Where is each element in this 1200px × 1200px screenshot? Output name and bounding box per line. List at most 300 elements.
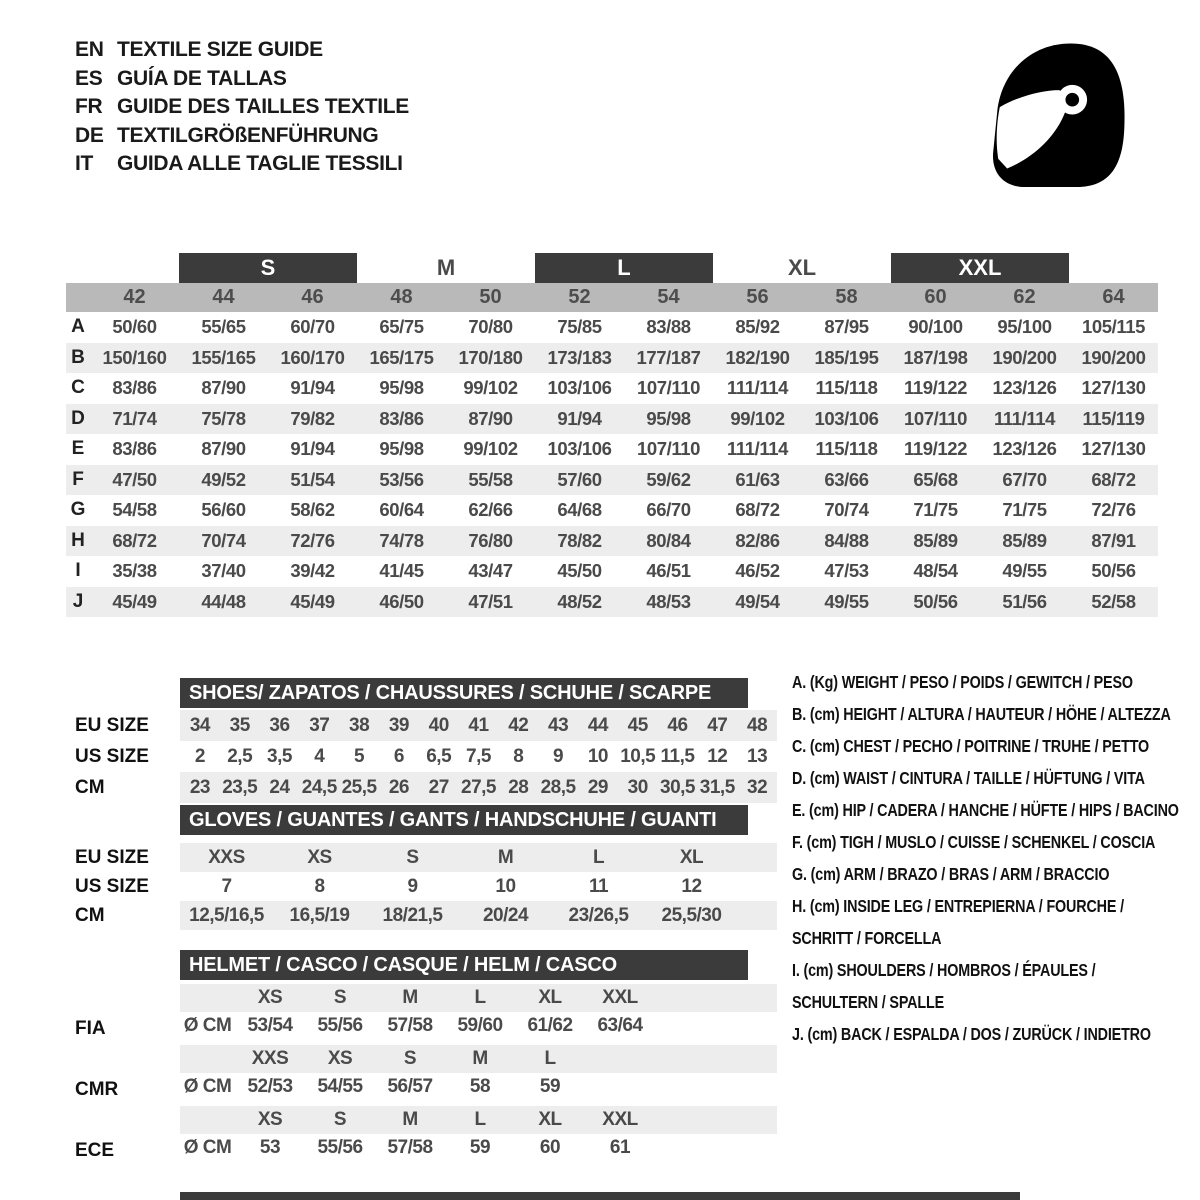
size-cell: 43/47 <box>468 560 513 582</box>
size-cell: 45/49 <box>290 590 335 612</box>
shoes-rows <box>180 710 777 803</box>
table-row <box>180 741 777 772</box>
row-label: CM <box>75 776 105 798</box>
size-cell: 3,5 <box>267 745 292 767</box>
standard-block <box>180 1045 777 1101</box>
language-header <box>75 36 409 179</box>
size-cell: XL <box>679 846 704 868</box>
column-header: 42 <box>123 286 146 308</box>
size-cell: 68/72 <box>735 499 780 521</box>
sizes-band <box>180 984 777 1012</box>
size-cell: 103/106 <box>547 438 612 460</box>
size-cell: 91/94 <box>557 407 602 429</box>
size-cell: 119/122 <box>903 438 968 460</box>
size-cell: 55/56 <box>317 1015 363 1036</box>
size-cell: 12 <box>707 745 728 767</box>
size-cell: 10,5 <box>620 745 656 767</box>
size-cell: 105/115 <box>1081 316 1146 338</box>
language-title: GUIDE DES TAILLES TEXTILE <box>117 95 409 118</box>
unit-cell: Ø CM <box>183 1015 232 1036</box>
size-cell: 41 <box>468 714 489 736</box>
size-cell: 9 <box>553 745 564 767</box>
size-cell: 56/60 <box>201 499 246 521</box>
size-cell: 28 <box>508 776 529 798</box>
size-group-label: L <box>535 253 713 283</box>
column-header: 64 <box>1102 286 1125 308</box>
size-cell: 74/78 <box>379 529 424 551</box>
row-label: D <box>71 407 85 429</box>
size-cell: 127/130 <box>1081 377 1146 399</box>
size-cell: 87/95 <box>824 316 869 338</box>
size-cell: 72/76 <box>1091 499 1136 521</box>
size-cell: 40 <box>428 714 449 736</box>
size-cell: 12,5/16,5 <box>189 904 264 926</box>
size-cell: 6,5 <box>426 745 452 767</box>
size-cell: M <box>497 846 514 868</box>
size-cell: 85/89 <box>1002 529 1047 551</box>
measurement-rows <box>66 312 1158 617</box>
size-cell: 29 <box>587 776 608 798</box>
size-cell: 13 <box>747 745 768 767</box>
size-cell: 37/40 <box>201 560 246 582</box>
size-cell: 60 <box>539 1137 561 1158</box>
size-cell: 52/58 <box>1091 590 1136 612</box>
size-cell: 61/62 <box>527 1015 573 1036</box>
size-cell: 83/88 <box>646 316 691 338</box>
row-label: US SIZE <box>75 875 149 897</box>
helmet-standard-labels <box>75 984 118 1167</box>
measurement-legend <box>792 666 1184 1050</box>
size-cell: 83/86 <box>112 377 157 399</box>
legend-item: J. (cm) BACK / ESPALDA / DOS / ZURÜCK / INDIETRO <box>792 1024 1151 1044</box>
row-label: A <box>71 316 85 338</box>
size-cell: 55/65 <box>201 316 246 338</box>
size-cell: 47/53 <box>824 560 869 582</box>
row-label: EU SIZE <box>75 846 149 868</box>
size-cell: 57/58 <box>387 1015 433 1036</box>
size-cell: 49/55 <box>1002 560 1047 582</box>
size-header-cell: M <box>402 987 418 1008</box>
language-title: TEXTILGRÖßENFÜHRUNG <box>117 123 379 147</box>
size-cell: 95/98 <box>646 407 691 429</box>
language-title: TEXTILE SIZE GUIDE <box>117 38 323 61</box>
size-cell: 185/195 <box>814 346 879 368</box>
size-cell: 65/68 <box>913 468 958 490</box>
values-row <box>180 1012 777 1040</box>
table-row <box>180 901 777 930</box>
size-cell: 50/56 <box>1091 560 1136 582</box>
size-cell: 23,5 <box>222 776 258 798</box>
size-header-cell: L <box>544 1048 556 1069</box>
size-cell: 155/165 <box>191 346 256 368</box>
size-cell: L <box>592 846 605 868</box>
size-cell: 76/80 <box>468 529 513 551</box>
size-cell: 62/66 <box>468 499 513 521</box>
size-cell: 63/66 <box>824 468 869 490</box>
size-cell: 111/114 <box>993 407 1055 429</box>
table-row <box>180 772 777 803</box>
size-cell: 70/74 <box>201 529 246 551</box>
standard-label: ECE <box>75 1139 115 1161</box>
size-header-cell: XXS <box>251 1048 289 1069</box>
size-cell: 45/49 <box>112 590 157 612</box>
size-cell: 27 <box>428 776 449 798</box>
legend-item: G. (cm) ARM / BRAZO / BRAS / ARM / BRACCIO <box>792 864 1110 884</box>
size-cell: 165/175 <box>369 346 434 368</box>
size-cell: XS <box>307 846 332 868</box>
size-cell: 71/75 <box>913 499 958 521</box>
size-cell: 45/50 <box>557 560 602 582</box>
size-header-cell: S <box>333 1109 347 1130</box>
size-cell: 99/102 <box>463 438 518 460</box>
helmet-title-bar: HELMET / CASCO / CASQUE / HELM / CASCO <box>180 950 748 980</box>
size-cell: 95/100 <box>997 316 1052 338</box>
size-cell: 50/56 <box>913 590 958 612</box>
size-cell: 39 <box>388 714 409 736</box>
size-cell: 12 <box>681 875 702 897</box>
size-group-row <box>66 253 1158 283</box>
size-cell: 59/60 <box>457 1015 503 1036</box>
shoes-title-bar: SHOES/ ZAPATOS / CHAUSSURES / SCHUHE / SCARPE <box>180 678 748 708</box>
size-cell: 54/55 <box>317 1076 363 1097</box>
size-cell: 182/190 <box>725 346 790 368</box>
language-code: FR <box>75 95 103 118</box>
size-cell: 57/60 <box>557 468 602 490</box>
size-cell: 99/102 <box>730 407 785 429</box>
size-cell: 7,5 <box>466 745 491 767</box>
size-cell: 63/64 <box>597 1015 643 1036</box>
size-header-cell: XS <box>257 1109 283 1130</box>
language-code: DE <box>75 123 104 147</box>
size-cell: 46/50 <box>379 590 424 612</box>
size-cell: 5 <box>354 745 365 767</box>
size-cell: 111/114 <box>726 438 788 460</box>
size-cell: 26 <box>388 776 409 798</box>
size-cell: 87/91 <box>1091 529 1136 551</box>
legend-item: B. (cm) HEIGHT / ALTURA / HAUTEUR / HÖHE / ALTEZZA <box>792 704 1171 724</box>
size-header-cell: L <box>474 1109 486 1130</box>
size-cell: 80/84 <box>646 529 691 551</box>
size-cell: 11,5 <box>660 745 695 767</box>
size-cell: 59 <box>469 1137 491 1158</box>
size-cell: 85/92 <box>735 316 780 338</box>
measurement-row <box>66 373 1158 404</box>
size-cell: 83/86 <box>112 438 157 460</box>
size-cell: 9 <box>407 875 418 897</box>
column-header: 56 <box>746 286 769 308</box>
row-label: G <box>70 499 86 521</box>
size-cell: 23 <box>189 776 210 798</box>
row-label: F <box>72 468 84 490</box>
gloves-row-labels <box>75 843 149 930</box>
size-header-cell: XXL <box>602 1109 638 1130</box>
size-cell: 50/60 <box>112 316 157 338</box>
size-cell: 60/70 <box>290 316 335 338</box>
size-cell: 150/160 <box>102 346 167 368</box>
size-cell: 27,5 <box>461 776 496 798</box>
size-cell: 6 <box>393 745 404 767</box>
size-cell: 190/200 <box>1081 346 1146 368</box>
language-title: GUIDA ALLE TAGLIE TESSILI <box>117 152 403 175</box>
column-header: 48 <box>390 286 413 308</box>
size-cell: 123/126 <box>992 377 1057 399</box>
size-header-cell: XXL <box>602 987 638 1008</box>
size-cell: 10 <box>495 875 516 897</box>
size-cell: 87/90 <box>201 377 246 399</box>
size-cell: 53/56 <box>379 468 424 490</box>
size-group-label: M <box>436 255 456 280</box>
racing-helmet-icon <box>982 36 1130 196</box>
size-cell: 48/54 <box>913 560 958 582</box>
size-cell: 87/90 <box>201 438 246 460</box>
size-cell: 59 <box>539 1076 561 1097</box>
size-cell: 4 <box>314 745 325 767</box>
size-cell: S <box>406 846 419 868</box>
column-header: 46 <box>301 286 324 308</box>
size-cell: 51/56 <box>1002 590 1047 612</box>
measurement-row <box>66 526 1158 557</box>
size-cell: 99/102 <box>463 377 518 399</box>
size-cell: 83/86 <box>379 407 424 429</box>
size-cell: 123/126 <box>992 438 1057 460</box>
size-cell: 46 <box>667 714 688 736</box>
size-group-label: XXL <box>891 253 1069 283</box>
size-cell: 115/118 <box>815 377 878 399</box>
column-header: 44 <box>212 286 235 308</box>
cutoff-section-bar <box>180 1192 1020 1200</box>
size-header-cell: XL <box>538 987 562 1008</box>
size-cell: 48 <box>747 714 768 736</box>
language-code: IT <box>75 152 94 175</box>
legend-item: H. (cm) INSIDE LEG / ENTREPIERNA / FOURCHE / SCHRITT / FORCELLA <box>792 896 1124 948</box>
size-columns-band <box>66 283 1158 312</box>
main-size-table <box>66 253 1158 617</box>
unit-cell: Ø CM <box>183 1137 232 1158</box>
size-cell: 16,5/19 <box>289 904 350 926</box>
size-cell: 49/52 <box>201 468 246 490</box>
size-cell: 55/58 <box>468 468 513 490</box>
measurement-row <box>66 404 1158 435</box>
table-row <box>180 710 777 741</box>
size-cell: 60/64 <box>379 499 424 521</box>
size-cell: 24 <box>269 776 290 798</box>
language-code: ES <box>75 66 103 90</box>
size-cell: 53 <box>259 1137 281 1158</box>
size-cell: 127/130 <box>1081 438 1146 460</box>
size-cell: 55/56 <box>317 1137 363 1158</box>
size-cell: 68/72 <box>112 529 157 551</box>
measurement-row <box>66 343 1158 374</box>
size-cell: 41/45 <box>379 560 424 582</box>
size-cell: 71/75 <box>1002 499 1047 521</box>
size-cell: 35 <box>229 714 250 736</box>
size-group-label: XL <box>787 255 817 280</box>
size-cell: 46/51 <box>646 560 691 582</box>
row-label: H <box>71 529 85 551</box>
size-cell: 45 <box>627 714 648 736</box>
sizes-band <box>180 1106 777 1134</box>
row-label: EU SIZE <box>75 714 149 736</box>
size-cell: 54/58 <box>112 499 157 521</box>
size-cell: 177/187 <box>636 346 701 368</box>
size-cell: 51/54 <box>290 468 335 490</box>
size-header-cell: XL <box>538 1109 562 1130</box>
size-cell: 47/50 <box>112 468 157 490</box>
size-cell: 11 <box>588 875 609 897</box>
size-cell: 48/53 <box>646 590 691 612</box>
column-header: 60 <box>924 286 947 308</box>
size-cell: 70/80 <box>468 316 513 338</box>
size-cell: 42 <box>508 714 529 736</box>
size-header-cell: XS <box>327 1048 353 1069</box>
size-cell: 103/106 <box>814 407 879 429</box>
size-cell: 87/90 <box>468 407 513 429</box>
size-cell: 61 <box>609 1137 631 1158</box>
size-cell: 58/62 <box>290 499 335 521</box>
standard-block <box>180 984 777 1040</box>
row-label: B <box>71 346 85 368</box>
size-cell: 7 <box>221 875 232 897</box>
size-cell: 30,5 <box>660 776 695 798</box>
row-label: US SIZE <box>75 745 149 767</box>
size-cell: 36 <box>269 714 290 736</box>
size-cell: 190/200 <box>992 346 1057 368</box>
size-cell: 53/54 <box>247 1015 293 1036</box>
table-row <box>180 843 777 872</box>
size-cell: 160/170 <box>280 346 345 368</box>
size-cell: 10 <box>587 745 608 767</box>
size-cell: 46/52 <box>735 560 780 582</box>
size-cell: 18/21,5 <box>382 904 443 926</box>
standard-label: CMR <box>75 1078 119 1100</box>
size-cell: 44/48 <box>201 590 246 612</box>
size-cell: 85/89 <box>913 529 958 551</box>
size-cell: 35/38 <box>112 560 157 582</box>
size-cell: 107/110 <box>636 377 701 399</box>
size-cell: 2,5 <box>227 745 253 767</box>
size-cell: 47 <box>707 714 728 736</box>
standard-label: FIA <box>75 1017 106 1039</box>
size-cell: 24,5 <box>301 776 337 798</box>
size-cell: 59/62 <box>646 468 691 490</box>
size-cell: 90/100 <box>908 316 963 338</box>
values-row <box>180 1073 777 1101</box>
size-header-cell: XS <box>257 987 283 1008</box>
size-cell: 187/198 <box>903 346 968 368</box>
row-label: J <box>72 590 84 612</box>
row-label: C <box>71 377 85 399</box>
size-cell: 43 <box>548 714 569 736</box>
size-cell: 82/86 <box>735 529 780 551</box>
size-cell: 30 <box>627 776 648 798</box>
row-label: E <box>71 438 85 460</box>
size-cell: 48/52 <box>557 590 602 612</box>
measurement-row <box>66 495 1158 526</box>
size-cell: 115/118 <box>815 438 878 460</box>
size-cell: 170/180 <box>458 346 523 368</box>
size-cell: 39/42 <box>290 560 335 582</box>
size-cell: XXS <box>208 846 245 868</box>
legend-item: I. (cm) SHOULDERS / HOMBROS / ÉPAULES / SCHULTERN / SPALLE <box>792 960 1096 1012</box>
size-cell: 47/51 <box>468 590 513 612</box>
size-cell: 37 <box>309 714 330 736</box>
size-cell: 65/75 <box>379 316 424 338</box>
size-cell: 66/70 <box>646 499 691 521</box>
size-cell: 44 <box>587 714 608 736</box>
size-cell: 103/106 <box>547 377 612 399</box>
measurement-row <box>66 434 1158 465</box>
language-title: GUÍA DE TALLAS <box>117 66 287 90</box>
measurement-row <box>66 556 1158 587</box>
shoes-row-labels <box>75 710 149 803</box>
gloves-title-bar: GLOVES / GUANTES / GANTS / HANDSCHUHE / GUANTI <box>180 805 748 835</box>
size-cell: 78/82 <box>557 529 602 551</box>
size-cell: 38 <box>349 714 370 736</box>
size-cell: 23/26,5 <box>568 904 629 926</box>
gloves-rows <box>180 843 777 930</box>
measurement-row <box>66 587 1158 618</box>
size-cell: 70/74 <box>824 499 869 521</box>
size-cell: 58 <box>469 1076 491 1097</box>
size-header-cell: S <box>333 987 347 1008</box>
row-label: I <box>75 560 81 582</box>
size-cell: 34 <box>189 714 210 736</box>
size-cell: 56/57 <box>387 1076 433 1097</box>
helmet-standards <box>180 984 777 1167</box>
column-header: 58 <box>835 286 858 308</box>
size-cell: 32 <box>747 776 768 798</box>
column-header: 54 <box>657 286 680 308</box>
size-cell: 20/24 <box>482 904 529 926</box>
size-cell: 25,5 <box>341 776 377 798</box>
size-cell: 91/94 <box>290 377 335 399</box>
language-code: EN <box>75 38 104 61</box>
size-cell: 49/55 <box>824 590 869 612</box>
size-cell: 115/119 <box>1082 407 1145 429</box>
size-header-cell: M <box>402 1109 418 1130</box>
column-header: 52 <box>568 286 591 308</box>
size-cell: 8 <box>513 745 524 767</box>
size-cell: 75/78 <box>201 407 246 429</box>
sizes-band <box>180 1045 777 1073</box>
size-cell: 25,5/30 <box>661 904 722 926</box>
measurement-row <box>66 465 1158 496</box>
size-header-cell: S <box>403 1048 417 1069</box>
legend-item: D. (cm) WAIST / CINTURA / TAILLE / HÜFTUNG / VITA <box>792 768 1145 788</box>
size-cell: 68/72 <box>1091 468 1136 490</box>
size-cell: 111/114 <box>726 377 788 399</box>
size-cell: 49/54 <box>735 590 780 612</box>
legend-item: A. (Kg) WEIGHT / PESO / POIDS / GEWITCH / PESO <box>792 672 1133 692</box>
size-cell: 8 <box>314 875 325 897</box>
size-cell: 119/122 <box>903 377 968 399</box>
size-cell: 95/98 <box>379 438 424 460</box>
unit-cell: Ø CM <box>183 1076 232 1097</box>
table-row <box>180 872 777 901</box>
size-header-cell: M <box>472 1048 488 1069</box>
size-cell: 84/88 <box>824 529 869 551</box>
size-cell: 107/110 <box>636 438 701 460</box>
size-cell: 95/98 <box>379 377 424 399</box>
size-header-cell: L <box>474 987 486 1008</box>
size-group-label: S <box>179 253 357 283</box>
size-cell: 28,5 <box>540 776 576 798</box>
size-cell: 31,5 <box>699 776 735 798</box>
size-cell: 79/82 <box>290 407 335 429</box>
values-row <box>180 1134 777 1162</box>
size-cell: 71/74 <box>112 407 157 429</box>
row-label: CM <box>75 904 105 926</box>
